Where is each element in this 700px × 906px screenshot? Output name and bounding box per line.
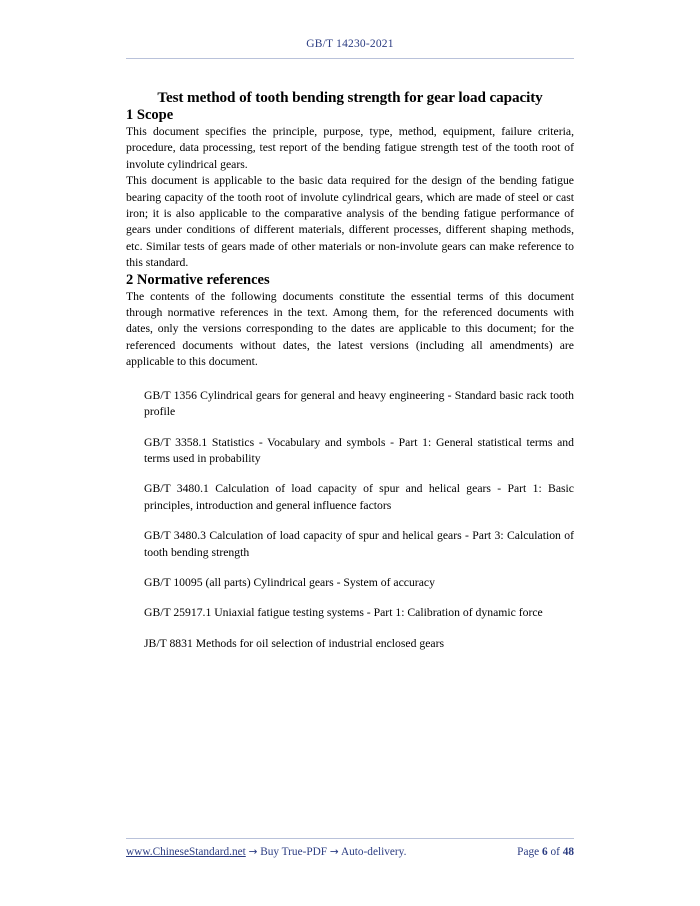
list-item: GB/T 10095 (all parts) Cylindrical gears - System of accuracy (144, 575, 435, 589)
page-of-label: of (550, 846, 560, 858)
page-content (126, 0, 574, 652)
footer-row (126, 846, 574, 858)
header-divider (126, 58, 574, 59)
list-item: GB/T 3480.1 Calculation of load capacity of spur and helical gears - Part 1: Basic principles, introduction and general influence factors (144, 482, 574, 512)
page-label: Page (517, 846, 540, 858)
reference-list (126, 388, 574, 652)
auto-delivery-label: Auto-delivery. (340, 846, 407, 858)
standard-code: GB/T 14230-2021 (306, 38, 394, 50)
page-header (126, 38, 574, 50)
page-number: 6 (541, 846, 548, 858)
paragraph: This document specifies the principle, purpose, type, method, equipment, failure criteria, procedure, data processing, test report of the bending fatigue strength test of the tooth root of involute cylindrical gears. (126, 125, 574, 171)
paragraph: This document is applicable to the basic data required for the design of the bending fatigue bearing capacity of the tooth root of involute cylindrical gears, which are made of steel or cast iron; it is also applicable to the comparative analysis of the bending fatigue performance of gears under conditions of different materials, different processes, different shaping methods, etc. Similar tests of gears made of other materials or non-involute gears can make reference to this standard. (126, 174, 574, 270)
section-heading-scope: 1 Scope (126, 107, 174, 123)
list-item: GB/T 25917.1 Uniaxial fatigue testing systems - Part 1: Calibration of dynamic force (144, 606, 543, 620)
page-indicator (517, 846, 574, 858)
footer-divider (126, 838, 574, 839)
list-item: JB/T 8831 Methods for oil selection of industrial enclosed gears (144, 636, 445, 650)
list-item: GB/T 3358.1 Statistics - Vocabulary and symbols - Part 1: General statistical terms and terms used in probability (144, 435, 574, 465)
page-total: 48 (562, 846, 574, 858)
buy-pdf-label[interactable]: Buy True-PDF (260, 846, 328, 858)
footer-links[interactable] (126, 846, 406, 858)
list-item: GB/T 3480.3 Calculation of load capacity of spur and helical gears - Part 3: Calculation of tooth bending strength (144, 529, 574, 559)
arrow-right-icon: → (329, 846, 339, 858)
arrow-right-icon: → (248, 846, 258, 858)
section-heading-normative-references: 2 Normative references (126, 271, 270, 288)
page-footer (126, 838, 574, 858)
paragraph: The contents of the following documents constitute the essential terms of this document through normative references in the text. Among them, for the referenced documents with dates, only the versions corresponding to the dates are applicable to this document; for the referenced documents without dates, the latest versions (including all amendments) are applicable to this document. (126, 289, 574, 369)
page-title: Test method of tooth bending strength for gear load capacity (157, 89, 543, 106)
list-item: GB/T 1356 Cylindrical gears for general and heavy engineering - Standard basic rack tooth profile (144, 388, 574, 419)
website-link[interactable]: www.ChineseStandard.net (126, 846, 246, 858)
